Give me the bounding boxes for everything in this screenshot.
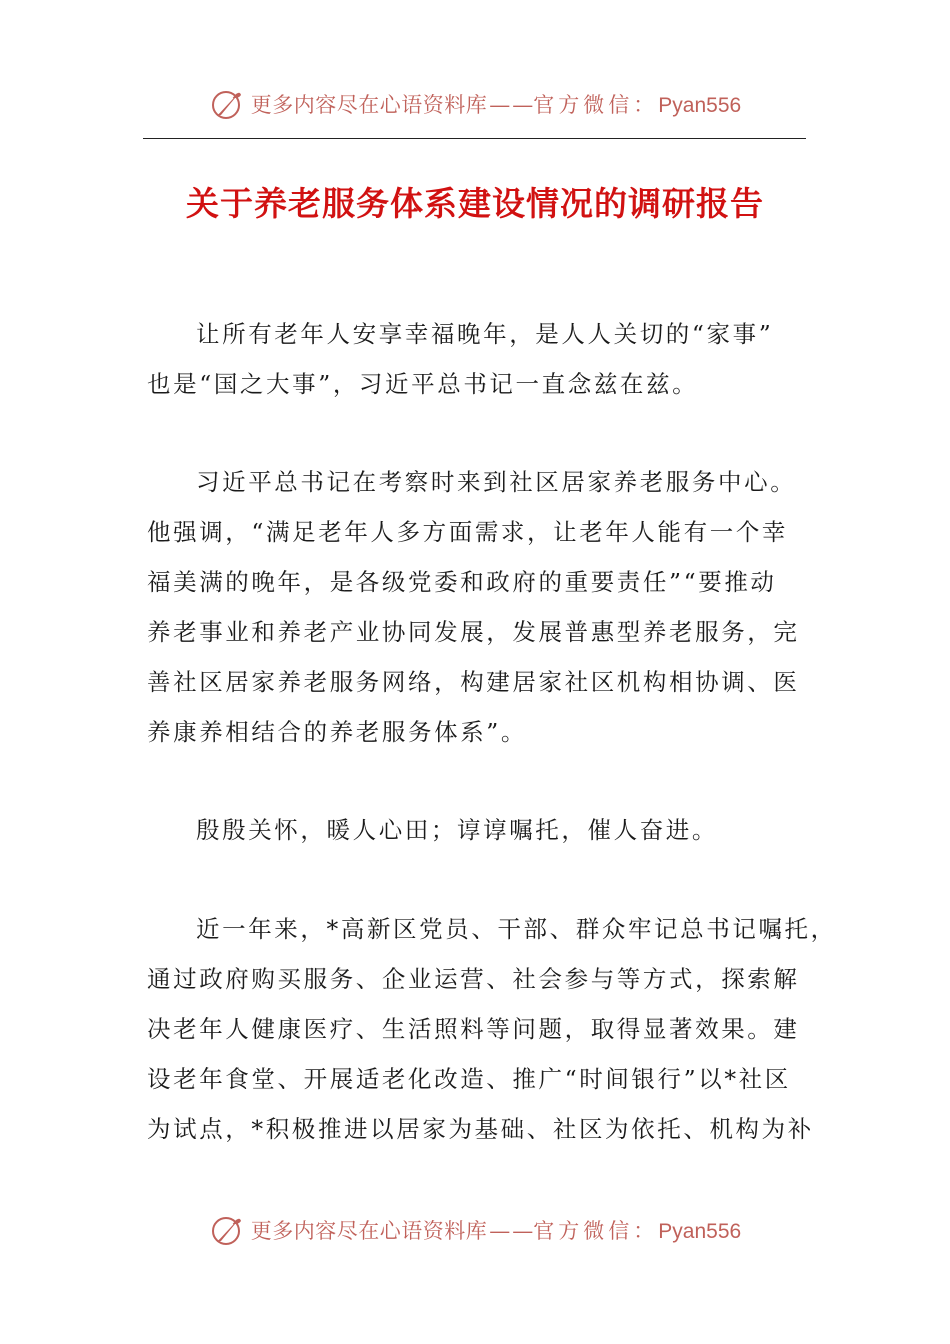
quill-logo-icon — [209, 1212, 245, 1248]
text-line: 福美满的晚年，是各级党委和政府的重要责任”“要推动 — [147, 568, 777, 596]
text-line: 让所有老年人安享幸福晚年，是人人关切的“家事” — [196, 320, 774, 348]
text-line: 也是“国之大事”，习近平总书记一直念兹在兹。 — [147, 370, 699, 398]
text-line: 通过政府购买服务、企业运营、社会参与等方式，探索解 — [147, 965, 800, 993]
text-line: 习近平总书记在考察时来到社区居家养老服务中心。 — [196, 468, 797, 496]
text-line: 养康养相结合的养老服务体系”。 — [147, 718, 528, 746]
footer-banner — [0, 1210, 950, 1250]
banner-text: 更多内容尽在心语资料库— —官方微信：Pyan556 — [250, 93, 742, 117]
paragraph-4 — [147, 904, 837, 1154]
header-banner — [0, 84, 950, 124]
text-line: 决老年人健康医疗、生活照料等问题，取得显著效果。建 — [147, 1015, 800, 1043]
text-line: 善社区居家养老服务网络，构建居家社区机构相协调、医 — [147, 668, 800, 696]
wechat-id: Pyan556 — [658, 1220, 742, 1243]
header-divider — [143, 138, 806, 139]
text-line: 他强调，“满足老年人多方面需求，让老年人能有一个幸 — [147, 518, 789, 546]
quill-logo-icon — [209, 86, 245, 122]
banner-text: 更多内容尽在心语资料库— —官方微信：Pyan556 — [250, 1219, 742, 1243]
paragraph-3 — [147, 805, 807, 855]
text-line: 养老事业和养老产业协同发展，发展普惠型养老服务，完 — [147, 618, 800, 646]
wechat-id: Pyan556 — [658, 94, 742, 117]
text-line: 为试点，*积极推进以居家为基础、社区为依托、机构为补 — [147, 1115, 814, 1143]
paragraph-2 — [147, 457, 807, 757]
paragraph-1 — [147, 309, 807, 409]
text-line: 殷殷关怀，暖人心田；谆谆嘱托，催人奋进。 — [196, 816, 718, 844]
text-line: 设老年食堂、开展适老化改造、推广“时间银行”以*社区 — [147, 1065, 791, 1093]
text-line: 近一年来，*高新区党员、干部、群众牢记总书记嘱托， — [196, 915, 837, 943]
page-title: 关于养老服务体系建设情况的调研报告 — [186, 184, 764, 223]
